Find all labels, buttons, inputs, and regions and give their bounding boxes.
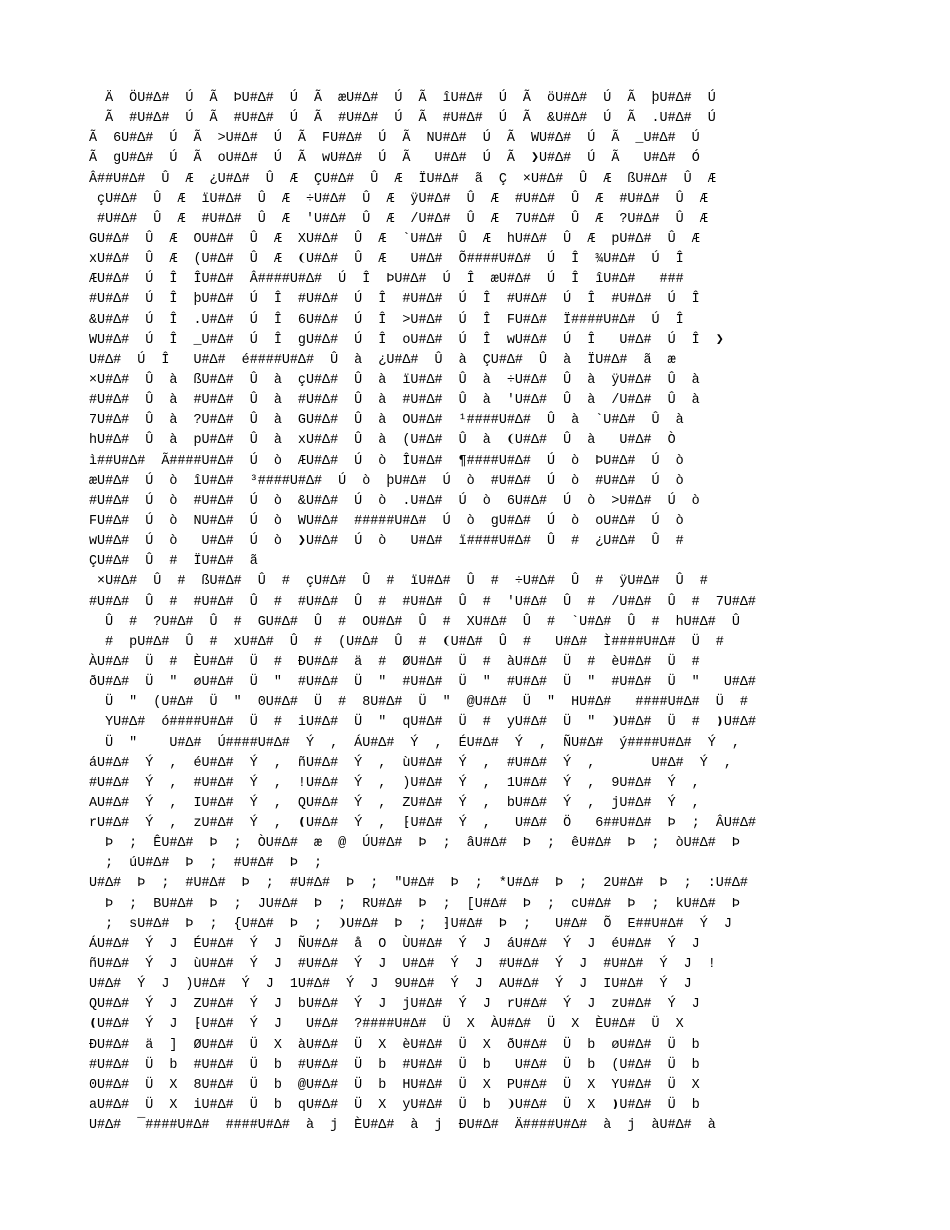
text-line: #U#Δ# Ú ò #U#Δ# Ú ò &U#Δ# Ú ò .U#Δ# Ú ò 6U#Δ# Ú ò >U#Δ# Ú ò — [89, 493, 700, 509]
text-line: U#Δ# ¯####U#Δ# ####U#Δ# à j ÈU#Δ# à j ÐU#Δ# Ä####U#Δ# à j àU#Δ# à — [89, 1118, 716, 1134]
text-line: ÐU#Δ# ä ] ØU#Δ# Ü X àU#Δ# Ü X èU#Δ# Ü X ðU#Δ# Ü b øU#Δ# Ü b — [89, 1037, 700, 1053]
text-line: Þ ; ÊU#Δ# Þ ; ÒU#Δ# æ @ ÚU#Δ# Þ ; âU#Δ# Þ ; êU#Δ# Þ ; òU#Δ# Þ — [89, 836, 740, 852]
text-line: ÀU#Δ# Ü # ÈU#Δ# Ü # ÐU#Δ# ä # ØU#Δ# Ü # àU#Δ# Ü # èU#Δ# Ü # — [89, 654, 700, 670]
text-line: rU#Δ# Ý , zU#Δ# Ý , ❪U#Δ# Ý , ⁅U#Δ# Ý , U#Δ# Ö 6##U#Δ# Þ ; ÂU#Δ# — [89, 816, 757, 832]
text-line: ×U#Δ# Û # ßU#Δ# Û # çU#Δ# Û # ïU#Δ# Û # ÷U#Δ# Û # ÿU#Δ# Û # — [89, 574, 708, 590]
text-line: aU#Δ# Ü X iU#Δ# Ü b qU#Δ# Ü X yU#Δ# Ü b ❩U#Δ# Ü X ❫U#Δ# Ü b — [89, 1098, 700, 1114]
text-line: #U#Δ# Ý , #U#Δ# Ý , !U#Δ# Ý , )U#Δ# Ý , 1U#Δ# Ý , 9U#Δ# Ý , — [89, 775, 700, 791]
text-line: Ü " (U#Δ# Ü " 0U#Δ# Ü # 8U#Δ# Ü " @U#Δ# Ü " HU#Δ# ####U#Δ# Ü # — [89, 695, 748, 711]
text-line: xU#Δ# Û Æ (U#Δ# Û Æ ❨U#Δ# Û Æ U#Δ# Õ####U#Δ# Ú Î ¾U#Δ# Ú Î — [89, 252, 684, 268]
text-line: #U#Δ# Û Æ #U#Δ# Û Æ 'U#Δ# Û Æ /U#Δ# Û Æ 7U#Δ# Û Æ ?U#Δ# Û Æ — [89, 211, 708, 227]
text-line: # pU#Δ# Û # xU#Δ# Û # (U#Δ# Û # ❨U#Δ# Û # U#Δ# Ì####U#Δ# Ü # — [89, 634, 724, 650]
text-line: Ã 6U#Δ# Ú Ã >U#Δ# Ú Ã FU#Δ# Ú Ã NU#Δ# Ú Ã WU#Δ# Ú Ã _U#Δ# Ú — [89, 131, 700, 147]
text-line: Þ ; BU#Δ# Þ ; JU#Δ# Þ ; RU#Δ# Þ ; [U#Δ# Þ ; cU#Δ# Þ ; kU#Δ# Þ — [89, 896, 740, 912]
text-line: áU#Δ# Ý , éU#Δ# Ý , ñU#Δ# Ý , ùU#Δ# Ý , #U#Δ# Ý , U#Δ# Ý , — [89, 755, 732, 771]
text-line: hU#Δ# Û à pU#Δ# Û à xU#Δ# Û à (U#Δ# Û à ❨U#Δ# Û à U#Δ# Ò — [89, 433, 676, 449]
text-line: wU#Δ# Ú ò U#Δ# Ú ò ❯U#Δ# Ú ò U#Δ# ï####U#Δ# Û # ¿U#Δ# Û # — [89, 534, 684, 550]
text-line: AU#Δ# Ý , IU#Δ# Ý , QU#Δ# Ý , ZU#Δ# Ý , bU#Δ# Ý , jU#Δ# Ý , — [89, 795, 700, 811]
text-line: ; úU#Δ# Þ ; #U#Δ# Þ ; — [89, 856, 323, 872]
text-line: #U#Δ# Û # #U#Δ# Û # #U#Δ# Û # #U#Δ# Û # 'U#Δ# Û # /U#Δ# Û # 7U#Δ# — [89, 594, 756, 610]
text-line: Â##U#Δ# Û Æ ¿U#Δ# Û Æ ÇU#Δ# Û Æ ÏU#Δ# ã Ç ×U#Δ# Û Æ ßU#Δ# Û Æ — [89, 171, 716, 187]
text-line: WU#Δ# Ú Î _U#Δ# Ú Î gU#Δ# Ú Î oU#Δ# Ú Î wU#Δ# Ú Î U#Δ# Ú Î ❯ — [89, 332, 724, 348]
text-line: QU#Δ# Ý J ZU#Δ# Ý J bU#Δ# Ý J jU#Δ# Ý J rU#Δ# Ý J zU#Δ# Ý J — [89, 997, 700, 1013]
body-text — [89, 89, 879, 1136]
text-line: Ã gU#Δ# Ú Ã oU#Δ# Ú Ã wU#Δ# Ú Ã U#Δ# Ú Ã ❯U#Δ# Ú Ã U#Δ# Ó — [89, 151, 700, 167]
text-line: GU#Δ# Û Æ OU#Δ# Û Æ XU#Δ# Û Æ `U#Δ# Û Æ hU#Δ# Û Æ pU#Δ# Û Æ — [89, 231, 700, 247]
text-line: ❪U#Δ# Ý J ⁅U#Δ# Ý J U#Δ# ?####U#Δ# Ü X ÀU#Δ# Ü X ÈU#Δ# Ü X — [89, 1017, 684, 1033]
text-line: FU#Δ# Ú ò NU#Δ# Ú ò WU#Δ# #####U#Δ# Ú ò gU#Δ# Ú ò oU#Δ# Ú ò — [89, 513, 684, 529]
text-line: ñU#Δ# Ý J ùU#Δ# Ý J #U#Δ# Ý J U#Δ# Ý J #U#Δ# Ý J #U#Δ# Ý J ! — [89, 957, 716, 973]
text-line: U#Δ# Ú Î U#Δ# é####U#Δ# Û à ¿U#Δ# Û à ÇU#Δ# Û à ÏU#Δ# ã æ — [89, 352, 676, 368]
text-line: Ü " U#Δ# Ú####U#Δ# Ý , ÁU#Δ# Ý , ÉU#Δ# Ý , ÑU#Δ# ý####U#Δ# Ý , — [89, 735, 740, 751]
text-line: ÆU#Δ# Ú Î ÎU#Δ# Â####U#Δ# Ú Î ÞU#Δ# Ú Î æU#Δ# Ú Î îU#Δ# ### — [89, 272, 684, 288]
text-line: æU#Δ# Ú ò îU#Δ# ³####U#Δ# Ú ò þU#Δ# Ú ò #U#Δ# Ú ò #U#Δ# Ú ò — [89, 473, 684, 489]
text-line: ÁU#Δ# Ý J ÉU#Δ# Ý J ÑU#Δ# å O ÙU#Δ# Ý J áU#Δ# Ý J éU#Δ# Ý J — [89, 936, 700, 952]
text-line: YU#Δ# ó####U#Δ# Ü # iU#Δ# Ü " qU#Δ# Ü # yU#Δ# Ü " ❩U#Δ# Ü # ❫U#Δ# — [89, 715, 757, 731]
text-line: #U#Δ# Ú Î þU#Δ# Ú Î #U#Δ# Ú Î #U#Δ# Ú Î #U#Δ# Ú Î #U#Δ# Ú Î — [89, 292, 700, 308]
text-line: Ã #U#Δ# Ú Ã #U#Δ# Ú Ã #U#Δ# Ú Ã #U#Δ# Ú Ã &U#Δ# Ú Ã .U#Δ# Ú — [89, 111, 716, 127]
text-line: #U#Δ# Ü b #U#Δ# Ü b #U#Δ# Ü b #U#Δ# Ü b U#Δ# Ü b (U#Δ# Ü b — [89, 1057, 700, 1073]
text-line: ×U#Δ# Û à ßU#Δ# Û à çU#Δ# Û à ïU#Δ# Û à ÷U#Δ# Û à ÿU#Δ# Û à — [89, 372, 700, 388]
text-line: ðU#Δ# Ü " øU#Δ# Ü " #U#Δ# Ü " #U#Δ# Ü " #U#Δ# Ü " #U#Δ# Ü " U#Δ# — [89, 675, 756, 691]
text-line: ì##U#Δ# Ã####U#Δ# Ú ò ÆU#Δ# Ú ò ÎU#Δ# ¶####U#Δ# Ú ò ÞU#Δ# Ú ò — [89, 453, 684, 469]
text-line: ; sU#Δ# Þ ; {U#Δ# Þ ; ❩U#Δ# Þ ; ⁆U#Δ# Þ ; U#Δ# Õ E##U#Δ# Ý J — [89, 916, 732, 932]
text-line: Ä ÖU#Δ# Ú Ã ÞU#Δ# Ú Ã æU#Δ# Ú Ã îU#Δ# Ú Ã öU#Δ# Ú Ã þU#Δ# Ú — [89, 91, 716, 106]
text-line: #U#Δ# Û à #U#Δ# Û à #U#Δ# Û à #U#Δ# Û à 'U#Δ# Û à /U#Δ# Û à — [89, 393, 700, 409]
text-line: &U#Δ# Ú Î .U#Δ# Ú Î 6U#Δ# Ú Î >U#Δ# Ú Î FU#Δ# Ï####U#Δ# Ú Î — [89, 312, 684, 328]
text-line: çU#Δ# Û Æ ïU#Δ# Û Æ ÷U#Δ# Û Æ ÿU#Δ# Û Æ #U#Δ# Û Æ #U#Δ# Û Æ — [89, 191, 708, 207]
text-line: Û # ?U#Δ# Û # GU#Δ# Û # OU#Δ# Û # XU#Δ# Û # `U#Δ# Û # hU#Δ# Û — [89, 614, 740, 630]
text-line: U#Δ# Þ ; #U#Δ# Þ ; #U#Δ# Þ ; "U#Δ# Þ ; *U#Δ# Þ ; 2U#Δ# Þ ; :U#Δ# — [89, 876, 748, 892]
text-line: 7U#Δ# Û à ?U#Δ# Û à GU#Δ# Û à OU#Δ# ¹####U#Δ# Û à `U#Δ# Û à — [89, 413, 684, 429]
text-line: U#Δ# Ý J )U#Δ# Ý J 1U#Δ# Ý J 9U#Δ# Ý J AU#Δ# Ý J IU#Δ# Ý J — [89, 977, 692, 993]
text-line: 0U#Δ# Ü X 8U#Δ# Ü b @U#Δ# Ü b HU#Δ# Ü X PU#Δ# Ü X YU#Δ# Ü X — [89, 1077, 700, 1093]
text-line: ÇU#Δ# Û # ÏU#Δ# ã — [89, 554, 258, 570]
